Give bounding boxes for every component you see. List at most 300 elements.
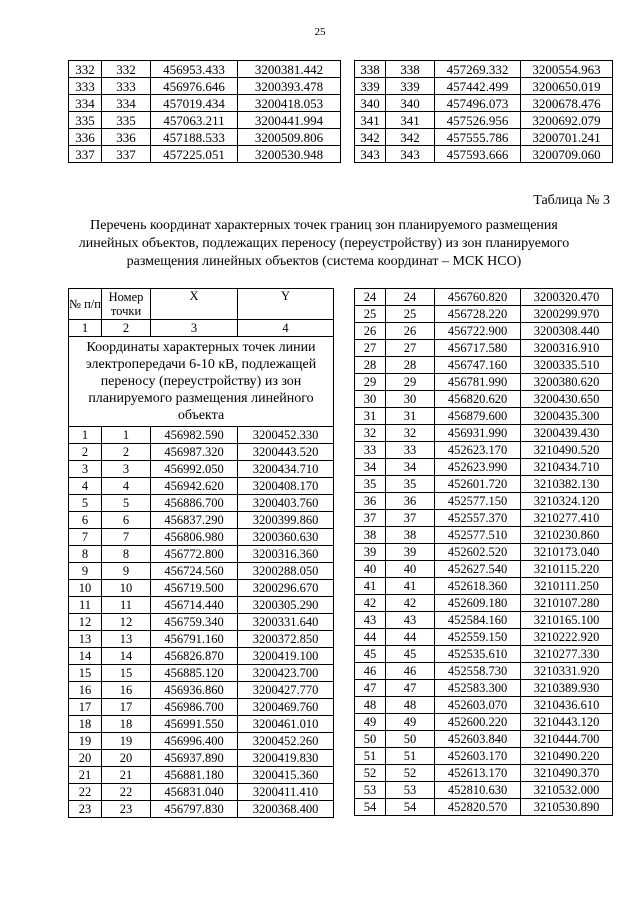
y-coordinate: 3200461.010 bbox=[238, 716, 334, 733]
point-number: 14 bbox=[102, 648, 151, 665]
point-number: 2 bbox=[102, 444, 151, 461]
table-row bbox=[355, 391, 613, 408]
table-row bbox=[355, 459, 613, 476]
table-row bbox=[355, 527, 613, 544]
y-coordinate: 3200299.970 bbox=[521, 306, 613, 323]
row-number: 45 bbox=[355, 646, 386, 663]
table-row bbox=[355, 357, 613, 374]
y-coordinate: 3210532.000 bbox=[521, 782, 613, 799]
x-coordinate: 452810.630 bbox=[435, 782, 521, 799]
x-coordinate: 452535.610 bbox=[435, 646, 521, 663]
y-coordinate: 3210115.220 bbox=[521, 561, 613, 578]
row-number: 35 bbox=[355, 476, 386, 493]
row-number: 1 bbox=[69, 427, 102, 444]
y-coordinate: 3200411.410 bbox=[238, 784, 334, 801]
x-coordinate: 456931.990 bbox=[435, 425, 521, 442]
row-number: 20 bbox=[69, 750, 102, 767]
point-number: 44 bbox=[386, 629, 435, 646]
row-number: 52 bbox=[355, 765, 386, 782]
table-row bbox=[355, 748, 613, 765]
table-row bbox=[69, 546, 334, 563]
row-number: 49 bbox=[355, 714, 386, 731]
header-x: X bbox=[151, 289, 238, 320]
x-coordinate: 452603.840 bbox=[435, 731, 521, 748]
row-number: 22 bbox=[69, 784, 102, 801]
row-number: 10 bbox=[69, 580, 102, 597]
table-row bbox=[69, 614, 334, 631]
y-coordinate: 3210277.330 bbox=[521, 646, 613, 663]
point-number: 35 bbox=[386, 476, 435, 493]
table-row bbox=[355, 595, 613, 612]
point-number: 23 bbox=[102, 801, 151, 818]
row-number: 341 bbox=[355, 112, 386, 129]
y-coordinate: 3200692.079 bbox=[521, 112, 613, 129]
column-number-4: 4 bbox=[238, 320, 334, 337]
row-number: 2 bbox=[69, 444, 102, 461]
table-row bbox=[69, 444, 334, 461]
x-coordinate: 456885.120 bbox=[151, 665, 238, 682]
point-number: 48 bbox=[386, 697, 435, 714]
y-coordinate: 3210530.890 bbox=[521, 799, 613, 816]
x-coordinate: 456986.700 bbox=[151, 699, 238, 716]
table-row bbox=[69, 129, 341, 146]
row-number: 36 bbox=[355, 493, 386, 510]
row-number: 24 bbox=[355, 289, 386, 306]
x-coordinate: 452623.990 bbox=[435, 459, 521, 476]
table-row bbox=[355, 340, 613, 357]
x-coordinate: 452600.220 bbox=[435, 714, 521, 731]
x-coordinate: 456837.290 bbox=[151, 512, 238, 529]
table-row bbox=[355, 799, 613, 816]
table-caption: Таблица № 3 bbox=[533, 193, 610, 208]
point-number: 50 bbox=[386, 731, 435, 748]
x-coordinate: 457225.051 bbox=[151, 146, 238, 163]
x-coordinate: 452602.520 bbox=[435, 544, 521, 561]
x-coordinate: 456797.830 bbox=[151, 801, 238, 818]
row-number: 27 bbox=[355, 340, 386, 357]
row-number: 3 bbox=[69, 461, 102, 478]
row-number: 50 bbox=[355, 731, 386, 748]
x-coordinate: 456879.600 bbox=[435, 408, 521, 425]
row-number: 54 bbox=[355, 799, 386, 816]
table-row bbox=[355, 697, 613, 714]
x-coordinate: 456987.320 bbox=[151, 444, 238, 461]
row-number: 51 bbox=[355, 748, 386, 765]
point-number: 6 bbox=[102, 512, 151, 529]
point-number: 46 bbox=[386, 663, 435, 680]
x-coordinate: 452584.160 bbox=[435, 612, 521, 629]
y-coordinate: 3200443.520 bbox=[238, 444, 334, 461]
x-coordinate: 456820.620 bbox=[435, 391, 521, 408]
row-number: 15 bbox=[69, 665, 102, 682]
top-right-coordinates-table bbox=[354, 60, 613, 163]
y-coordinate: 3200393.478 bbox=[238, 78, 341, 95]
row-number: 343 bbox=[355, 146, 386, 163]
x-coordinate: 452603.170 bbox=[435, 748, 521, 765]
point-number: 32 bbox=[386, 425, 435, 442]
point-number: 34 bbox=[386, 459, 435, 476]
table-row bbox=[69, 648, 334, 665]
point-number: 9 bbox=[102, 563, 151, 580]
column-number-3: 3 bbox=[151, 320, 238, 337]
y-coordinate: 3210382.130 bbox=[521, 476, 613, 493]
table-row bbox=[69, 61, 341, 78]
table-row bbox=[355, 663, 613, 680]
point-number: 341 bbox=[386, 112, 435, 129]
point-number: 29 bbox=[386, 374, 435, 391]
point-number: 49 bbox=[386, 714, 435, 731]
table-row bbox=[355, 425, 613, 442]
table-row bbox=[69, 478, 334, 495]
table-row bbox=[355, 731, 613, 748]
table-row bbox=[69, 529, 334, 546]
table-row bbox=[69, 733, 334, 750]
row-number: 48 bbox=[355, 697, 386, 714]
row-number: 33 bbox=[355, 442, 386, 459]
y-coordinate: 3200308.440 bbox=[521, 323, 613, 340]
point-number: 335 bbox=[102, 112, 151, 129]
point-number: 343 bbox=[386, 146, 435, 163]
point-number: 17 bbox=[102, 699, 151, 716]
x-coordinate: 456953.433 bbox=[151, 61, 238, 78]
column-number-2: 2 bbox=[102, 320, 151, 337]
row-number: 332 bbox=[69, 61, 102, 78]
x-coordinate: 456886.700 bbox=[151, 495, 238, 512]
x-coordinate: 456747.160 bbox=[435, 357, 521, 374]
x-coordinate: 452583.300 bbox=[435, 680, 521, 697]
point-number: 4 bbox=[102, 478, 151, 495]
table-row bbox=[69, 495, 334, 512]
point-number: 21 bbox=[102, 767, 151, 784]
x-coordinate: 456937.890 bbox=[151, 750, 238, 767]
x-coordinate: 457019.434 bbox=[151, 95, 238, 112]
table-row bbox=[355, 408, 613, 425]
y-coordinate: 3200288.050 bbox=[238, 563, 334, 580]
point-number: 5 bbox=[102, 495, 151, 512]
y-coordinate: 3200305.290 bbox=[238, 597, 334, 614]
point-number: 19 bbox=[102, 733, 151, 750]
point-number: 1 bbox=[102, 427, 151, 444]
x-coordinate: 457269.332 bbox=[435, 61, 521, 78]
x-coordinate: 456791.160 bbox=[151, 631, 238, 648]
table-row bbox=[355, 78, 613, 95]
x-coordinate: 456992.050 bbox=[151, 461, 238, 478]
table-row bbox=[69, 631, 334, 648]
row-number: 14 bbox=[69, 648, 102, 665]
row-number: 34 bbox=[355, 459, 386, 476]
y-coordinate: 3200427.770 bbox=[238, 682, 334, 699]
table-row bbox=[355, 95, 613, 112]
y-coordinate: 3210434.710 bbox=[521, 459, 613, 476]
y-coordinate: 3200709.060 bbox=[521, 146, 613, 163]
table-row bbox=[355, 765, 613, 782]
row-number: 29 bbox=[355, 374, 386, 391]
y-coordinate: 3200439.430 bbox=[521, 425, 613, 442]
section-row bbox=[69, 337, 334, 427]
y-coordinate: 3210444.700 bbox=[521, 731, 613, 748]
table-row bbox=[69, 95, 341, 112]
row-number: 42 bbox=[355, 595, 386, 612]
x-coordinate: 456991.550 bbox=[151, 716, 238, 733]
x-coordinate: 456728.220 bbox=[435, 306, 521, 323]
y-coordinate: 3200452.260 bbox=[238, 733, 334, 750]
y-coordinate: 3210443.120 bbox=[521, 714, 613, 731]
point-number: 8 bbox=[102, 546, 151, 563]
row-number: 19 bbox=[69, 733, 102, 750]
point-number: 36 bbox=[386, 493, 435, 510]
coordinates-table-3-left bbox=[68, 288, 334, 818]
table-row bbox=[355, 561, 613, 578]
x-coordinate: 457593.666 bbox=[435, 146, 521, 163]
point-number: 11 bbox=[102, 597, 151, 614]
table-row bbox=[355, 146, 613, 163]
y-coordinate: 3200380.620 bbox=[521, 374, 613, 391]
y-coordinate: 3200316.910 bbox=[521, 340, 613, 357]
y-coordinate: 3210389.930 bbox=[521, 680, 613, 697]
point-number: 339 bbox=[386, 78, 435, 95]
x-coordinate: 456976.646 bbox=[151, 78, 238, 95]
x-coordinate: 456714.440 bbox=[151, 597, 238, 614]
point-number: 28 bbox=[386, 357, 435, 374]
section-title: Координаты характерных точек линии электропередачи 6-10 кВ, подлежащей переносу (переустройству) из зон планируемого размещения линейного объекта bbox=[69, 337, 334, 427]
point-number: 13 bbox=[102, 631, 151, 648]
point-number: 52 bbox=[386, 765, 435, 782]
row-number: 339 bbox=[355, 78, 386, 95]
x-coordinate: 452618.360 bbox=[435, 578, 521, 595]
page-number: 25 bbox=[314, 26, 326, 38]
row-number: 336 bbox=[69, 129, 102, 146]
point-number: 41 bbox=[386, 578, 435, 595]
row-number: 342 bbox=[355, 129, 386, 146]
header-number-row bbox=[69, 320, 334, 337]
point-number: 342 bbox=[386, 129, 435, 146]
point-number: 332 bbox=[102, 61, 151, 78]
table-row bbox=[355, 493, 613, 510]
x-coordinate: 456781.990 bbox=[435, 374, 521, 391]
y-coordinate: 3200452.330 bbox=[238, 427, 334, 444]
row-number: 47 bbox=[355, 680, 386, 697]
x-coordinate: 456881.180 bbox=[151, 767, 238, 784]
table-row bbox=[355, 289, 613, 306]
point-number: 40 bbox=[386, 561, 435, 578]
y-coordinate: 3200403.760 bbox=[238, 495, 334, 512]
table-row bbox=[355, 61, 613, 78]
row-number: 6 bbox=[69, 512, 102, 529]
row-number: 4 bbox=[69, 478, 102, 495]
point-number: 26 bbox=[386, 323, 435, 340]
table-row bbox=[69, 665, 334, 682]
header-number: № п/п bbox=[69, 289, 102, 320]
y-coordinate: 3200435.300 bbox=[521, 408, 613, 425]
point-number: 42 bbox=[386, 595, 435, 612]
point-number: 31 bbox=[386, 408, 435, 425]
y-coordinate: 3200408.170 bbox=[238, 478, 334, 495]
y-coordinate: 3200316.360 bbox=[238, 546, 334, 563]
header-row bbox=[69, 289, 334, 320]
table-row bbox=[69, 146, 341, 163]
x-coordinate: 457526.956 bbox=[435, 112, 521, 129]
y-coordinate: 3200381.442 bbox=[238, 61, 341, 78]
x-coordinate: 452558.730 bbox=[435, 663, 521, 680]
point-number: 338 bbox=[386, 61, 435, 78]
point-number: 53 bbox=[386, 782, 435, 799]
header-point-number: Номер точки bbox=[102, 289, 151, 320]
table-row bbox=[69, 112, 341, 129]
point-number: 47 bbox=[386, 680, 435, 697]
x-coordinate: 452627.540 bbox=[435, 561, 521, 578]
y-coordinate: 3210165.100 bbox=[521, 612, 613, 629]
point-number: 3 bbox=[102, 461, 151, 478]
point-number: 7 bbox=[102, 529, 151, 546]
point-number: 16 bbox=[102, 682, 151, 699]
row-number: 334 bbox=[69, 95, 102, 112]
table-row bbox=[355, 129, 613, 146]
x-coordinate: 456722.900 bbox=[435, 323, 521, 340]
y-coordinate: 3200419.100 bbox=[238, 648, 334, 665]
point-number: 15 bbox=[102, 665, 151, 682]
x-coordinate: 452559.150 bbox=[435, 629, 521, 646]
y-coordinate: 3200331.640 bbox=[238, 614, 334, 631]
table-row bbox=[355, 714, 613, 731]
point-number: 30 bbox=[386, 391, 435, 408]
row-number: 25 bbox=[355, 306, 386, 323]
coordinates-table-3-right bbox=[354, 288, 613, 816]
table-row bbox=[355, 510, 613, 527]
x-coordinate: 452577.510 bbox=[435, 527, 521, 544]
y-coordinate: 3200554.963 bbox=[521, 61, 613, 78]
table-row bbox=[355, 476, 613, 493]
row-number: 5 bbox=[69, 495, 102, 512]
row-number: 338 bbox=[355, 61, 386, 78]
y-coordinate: 3200368.400 bbox=[238, 801, 334, 818]
table-row bbox=[69, 750, 334, 767]
y-coordinate: 3210111.250 bbox=[521, 578, 613, 595]
header-y: Y bbox=[238, 289, 334, 320]
point-number: 20 bbox=[102, 750, 151, 767]
y-coordinate: 3200441.994 bbox=[238, 112, 341, 129]
point-number: 37 bbox=[386, 510, 435, 527]
row-number: 53 bbox=[355, 782, 386, 799]
x-coordinate: 457188.533 bbox=[151, 129, 238, 146]
point-number: 334 bbox=[102, 95, 151, 112]
table-row bbox=[355, 374, 613, 391]
y-coordinate: 3210230.860 bbox=[521, 527, 613, 544]
row-number: 39 bbox=[355, 544, 386, 561]
x-coordinate: 452623.170 bbox=[435, 442, 521, 459]
x-coordinate: 456831.040 bbox=[151, 784, 238, 801]
point-number: 39 bbox=[386, 544, 435, 561]
y-coordinate: 3210331.920 bbox=[521, 663, 613, 680]
y-coordinate: 3200335.510 bbox=[521, 357, 613, 374]
table-row bbox=[69, 512, 334, 529]
point-number: 54 bbox=[386, 799, 435, 816]
point-number: 333 bbox=[102, 78, 151, 95]
point-number: 24 bbox=[386, 289, 435, 306]
y-coordinate: 3200469.760 bbox=[238, 699, 334, 716]
table-row bbox=[355, 578, 613, 595]
point-number: 25 bbox=[386, 306, 435, 323]
table-row bbox=[355, 306, 613, 323]
table-row bbox=[355, 646, 613, 663]
y-coordinate: 3200701.241 bbox=[521, 129, 613, 146]
x-coordinate: 452601.720 bbox=[435, 476, 521, 493]
point-number: 51 bbox=[386, 748, 435, 765]
y-coordinate: 3200530.948 bbox=[238, 146, 341, 163]
table-row bbox=[69, 461, 334, 478]
table-row bbox=[69, 78, 341, 95]
column-number-1: 1 bbox=[69, 320, 102, 337]
y-coordinate: 3200418.053 bbox=[238, 95, 341, 112]
point-number: 22 bbox=[102, 784, 151, 801]
y-coordinate: 3210490.220 bbox=[521, 748, 613, 765]
y-coordinate: 3210490.520 bbox=[521, 442, 613, 459]
x-coordinate: 452577.150 bbox=[435, 493, 521, 510]
row-number: 11 bbox=[69, 597, 102, 614]
y-coordinate: 3200415.360 bbox=[238, 767, 334, 784]
table-row bbox=[355, 112, 613, 129]
x-coordinate: 456717.580 bbox=[435, 340, 521, 357]
x-coordinate: 452557.370 bbox=[435, 510, 521, 527]
y-coordinate: 3200430.650 bbox=[521, 391, 613, 408]
x-coordinate: 456759.340 bbox=[151, 614, 238, 631]
row-number: 17 bbox=[69, 699, 102, 716]
table-row bbox=[69, 767, 334, 784]
row-number: 43 bbox=[355, 612, 386, 629]
row-number: 333 bbox=[69, 78, 102, 95]
x-coordinate: 457063.211 bbox=[151, 112, 238, 129]
x-coordinate: 456826.870 bbox=[151, 648, 238, 665]
x-coordinate: 456942.620 bbox=[151, 478, 238, 495]
row-number: 38 bbox=[355, 527, 386, 544]
row-number: 18 bbox=[69, 716, 102, 733]
row-number: 8 bbox=[69, 546, 102, 563]
point-number: 43 bbox=[386, 612, 435, 629]
point-number: 45 bbox=[386, 646, 435, 663]
row-number: 37 bbox=[355, 510, 386, 527]
row-number: 28 bbox=[355, 357, 386, 374]
row-number: 21 bbox=[69, 767, 102, 784]
row-number: 26 bbox=[355, 323, 386, 340]
x-coordinate: 457555.786 bbox=[435, 129, 521, 146]
y-coordinate: 3210277.410 bbox=[521, 510, 613, 527]
y-coordinate: 3200360.630 bbox=[238, 529, 334, 546]
x-coordinate: 452613.170 bbox=[435, 765, 521, 782]
x-coordinate: 456996.400 bbox=[151, 733, 238, 750]
y-coordinate: 3200296.670 bbox=[238, 580, 334, 597]
row-number: 23 bbox=[69, 801, 102, 818]
x-coordinate: 452820.570 bbox=[435, 799, 521, 816]
row-number: 7 bbox=[69, 529, 102, 546]
table-row bbox=[69, 784, 334, 801]
x-coordinate: 456936.860 bbox=[151, 682, 238, 699]
x-coordinate: 456724.560 bbox=[151, 563, 238, 580]
row-number: 340 bbox=[355, 95, 386, 112]
table-row bbox=[69, 699, 334, 716]
point-number: 12 bbox=[102, 614, 151, 631]
x-coordinate: 457442.499 bbox=[435, 78, 521, 95]
table-row bbox=[355, 629, 613, 646]
y-coordinate: 3210490.370 bbox=[521, 765, 613, 782]
y-coordinate: 3200434.710 bbox=[238, 461, 334, 478]
row-number: 30 bbox=[355, 391, 386, 408]
table-row bbox=[69, 716, 334, 733]
point-number: 10 bbox=[102, 580, 151, 597]
x-coordinate: 456982.590 bbox=[151, 427, 238, 444]
point-number: 18 bbox=[102, 716, 151, 733]
y-coordinate: 3210436.610 bbox=[521, 697, 613, 714]
row-number: 41 bbox=[355, 578, 386, 595]
y-coordinate: 3210324.120 bbox=[521, 493, 613, 510]
